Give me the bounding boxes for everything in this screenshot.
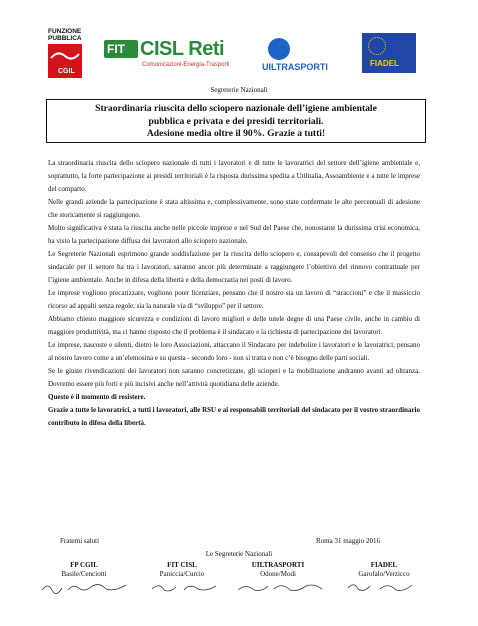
- department-heading: Segreterie Nazionali: [210, 86, 268, 94]
- paragraph: Le Segreterie Nazionali esprimono grande soddisfazione per la riuscita dello sciopero e, consapevoli del consenso che il progetto sindacale per il settore ha tra i lavoratori, saranno ancor più determinate a raggiungere l’obiettivo del rinnovo contrattuale per l’igiene ambientale. Anche in difesa della libertà e della democrazia nei posti di lavoro.: [48, 250, 420, 284]
- thanks-paragraph: Grazie a tutte le lavoratrici, a tutti i lavoratori, alle RSU e ai responsabili territoriali del sindacato per il vostro straordinario contributo in difesa della libertà.: [48, 406, 420, 427]
- handwritten-signature-fit-cisl: [150, 580, 220, 594]
- fiadel-logo: [362, 33, 416, 73]
- signature-org: UILTRASPORTI: [251, 561, 305, 569]
- handwritten-signature-uiltrasporti: [236, 580, 326, 594]
- paragraph: Se le giuste rivendicazioni dei lavoratori non saranno concretizzate, gli scioperi e la mobilitazione andranno avanti ad oltranza. Dovremo essere più forti e più incisivi anche nell’attività quotidiana delle aziende.: [48, 367, 420, 388]
- signatures-heading: Le Segreterie Nazionali: [205, 550, 273, 558]
- fit-flag: [104, 40, 138, 58]
- signature-names: Odone/Modi: [260, 570, 296, 578]
- cisl-reti-name: CISL Reti: [140, 38, 225, 60]
- paragraph: Abbiamo chiesto maggiore sicurezza e condizioni di lavoro migliori e delle tutele degne di una Paese civile, anche in cambio di maggiore produttività, ma ci hanno risposto che il problema è il sindacato e la richiesta di partecipazione dei lavoratori.: [48, 315, 420, 336]
- title-line-1: Straordinaria riuscita dello sciopero nazionale dell’igiene ambientale: [95, 103, 377, 114]
- fit-cisl-logo: [104, 40, 254, 72]
- globe-icon: [268, 38, 290, 60]
- fp-logo-line1: FUNZIONE: [48, 28, 82, 35]
- signature-org: FIADEL: [370, 561, 398, 569]
- signature-names: Paniccia/Curcio: [159, 570, 205, 578]
- signature-column-fit-cisl: [142, 561, 222, 579]
- fp-cgil-logo: [48, 28, 82, 75]
- signature-org: FP CGIL: [70, 561, 98, 569]
- fiadel-name: FIADEL: [370, 59, 399, 68]
- title-line-3: Adesione media oltre il 90%. Grazie a tutti!: [146, 128, 326, 139]
- signature-org: FIT CISL: [167, 561, 197, 569]
- cisl-tagline: Comunicazioni-Energia-Trasporti: [142, 62, 230, 68]
- handwritten-signature-fiadel: [346, 580, 416, 594]
- title-box: [46, 99, 426, 143]
- cgil-mark: CGIL: [58, 68, 75, 75]
- fit-badge-text: FIT: [107, 42, 125, 56]
- body-text: [48, 157, 420, 430]
- uiltrasporti-name: UILTRASPORTI: [262, 62, 328, 72]
- signature-column-fp-cgil: [44, 561, 124, 579]
- eu-stars-icon: [368, 37, 386, 55]
- place-date: Roma 31 maggio 2016: [316, 537, 380, 545]
- greeting: Fraterni saluti: [60, 537, 100, 545]
- paragraph: La straordinaria riuscita dello sciopero nazionale di tutti i lavoratori e di tutte le lavoratrici del settore dell’igiene ambientale e, soprattutto, la forte partecipazione ai presidi territoriali è la risposta durissima spedita a Utilitalia, Assoambiente e a tutte le imprese del comparto.: [48, 159, 420, 193]
- paragraph: Le imprese, nascoste e silenti, dietro le loro Associazioni, attaccano il Sindacato per indebolire i lavoratori e le lavoratrici; pensano al nostro lavoro come a un’elemosina e su questa - secondo loro - non si tratta e non c’è bisogno delle parti sociali.: [48, 341, 420, 362]
- paragraph: Nelle grandi aziende la partecipazione è stata altissima e, complessivamente, sono state confermate le alte percentuali di adesione che storicamente si raggiungono.: [48, 198, 420, 219]
- title-line-2: pubblica e privata e dei presidi territoriali.: [148, 115, 324, 127]
- cgil-wave-icon: [50, 48, 80, 64]
- signature-names: Basile/Cenciotti: [61, 570, 107, 578]
- paragraph: Le imprese vogliono precarizzare, vogliono poter licenziare, pensano che il nostro sia un lavoro di “straccioni” e che il massiccio ricorso ad appalti senza regole, sia la naturale via di “sviluppo” per il settore.: [48, 289, 420, 310]
- handwritten-signature-fp-cgil: [40, 580, 130, 594]
- paragraph: Molto significativa è stata la riuscita anche nelle piccole imprese e nel Sud del Paese che, nonostante la durissima crisi economica, ha visto la partecipazione diffusa dei lavoratori allo sciopero nazionale.: [48, 224, 420, 245]
- fp-logo-line2: PUBBLICA: [48, 35, 82, 42]
- signature-names: Garofalo/Verzicco: [358, 570, 410, 578]
- signature-column-uiltrasporti: [238, 561, 318, 579]
- emphasis-line: Questo è il momento di resistere.: [48, 393, 146, 401]
- signature-column-fiadel: [344, 561, 424, 579]
- uiltrasporti-logo: [262, 38, 350, 74]
